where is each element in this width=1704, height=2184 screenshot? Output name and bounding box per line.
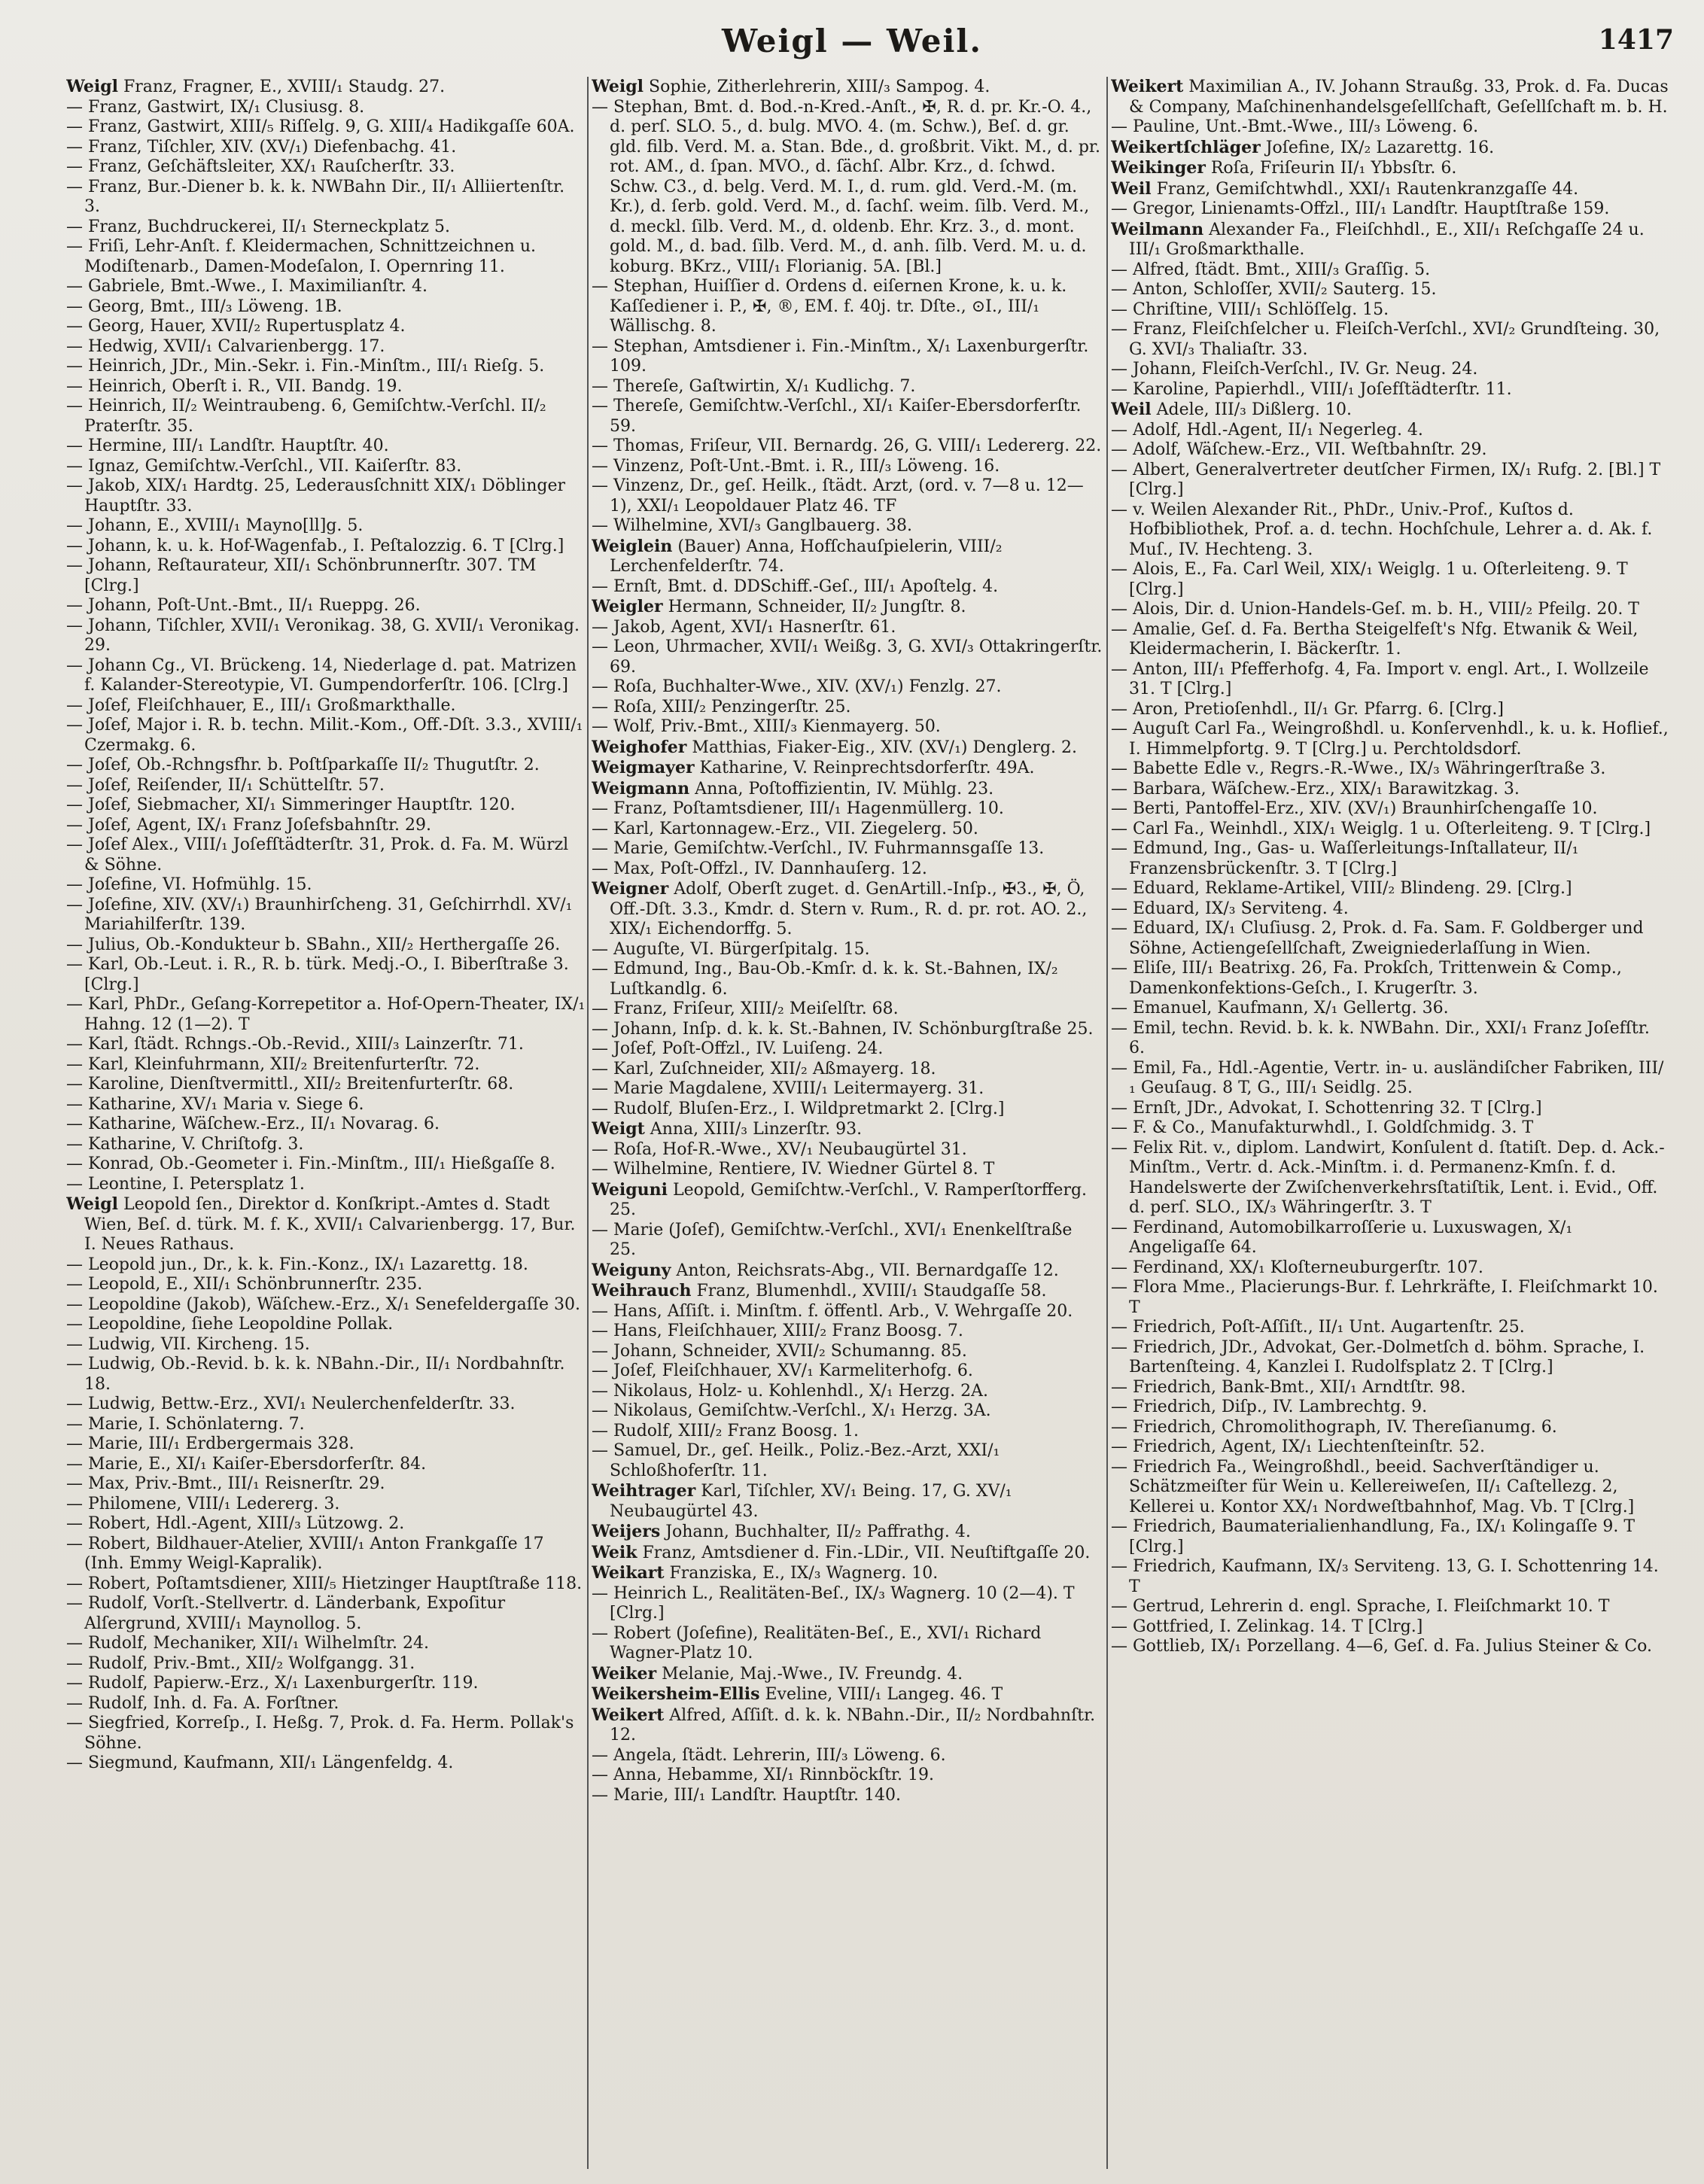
directory-entry: — Ferdinand, XX/₁ Kloſterneuburgerſtr. 107. xyxy=(1111,1258,1483,1277)
directory-entry: — Roſa, XIII/₂ Penzingerſtr. 25. xyxy=(592,697,851,716)
directory-entry: — Karl, Kartonnagew.-Erz., VII. Ziegelerg. 50. xyxy=(592,819,978,838)
directory-entry: — Siegfried, Korreſp., I. Heßg. 7, Prok. d. Fa. Herm. Pollak's Söhne. xyxy=(66,1714,574,1753)
page-number: 1417 xyxy=(1598,24,1674,56)
directory-entry: — Chriſtine, VIII/₁ Schlöſſelg. 15. xyxy=(1111,300,1389,319)
directory-entry: Weijers Johann, Buchhalter, II/₂ Paffrathg. 4. xyxy=(592,1522,971,1541)
directory-entry: — Joſef, Fleiſchhauer, XV/₁ Karmeliterhofg. 6. xyxy=(592,1361,973,1380)
directory-entry: — Georg, Hauer, XVII/₂ Rupertusplatz 4. xyxy=(66,317,406,336)
directory-entry: — Robert, Hdl.-Agent, XIII/₃ Lützowg. 2. xyxy=(66,1514,405,1533)
directory-entry: — Gabriele, Bmt.-Wwe., I. Maximilianſtr. 4. xyxy=(66,277,428,296)
directory-entry: — Anton, III/₁ Pfefferhofg. 4, Fa. Import v. engl. Art., I. Wollzeile 31. T [Clrg.] xyxy=(1111,659,1649,698)
directory-entry: — Friedrich, Chromolithograph, IV. Thereſianumg. 6. xyxy=(1111,1417,1557,1437)
page-header xyxy=(0,17,1704,69)
directory-entry: — Karoline, Papierhdl., VIII/₁ Joſefſtädterſtr. 11. xyxy=(1111,379,1512,399)
directory-entry: — Marie, III/₁ Landſtr. Hauptſtr. 140. xyxy=(592,1785,901,1805)
directory-entry: — Emanuel, Kaufmann, X/₁ Gellertg. 36. xyxy=(1111,999,1449,1017)
directory-entry: Weighofer Matthias, Fiaker-Eig., XIV. (XV/₁) Denglerg. 2. xyxy=(592,737,1078,757)
directory-entry: — Johann, Inſp. d. k. k. St.-Bahnen, IV. Schönburgſtraße 25. xyxy=(592,1019,1094,1039)
directory-entry: — Rudolf, Priv.-Bmt., XII/₂ Wolfgangg. 31. xyxy=(66,1653,415,1673)
directory-entry: — Angela, ſtädt. Lehrerin, III/₃ Löweng. 6. xyxy=(592,1745,946,1765)
directory-entry: — Robert (Joſefine), Realitäten-Beſ., E., XVI/₁ Richard Wagner-Platz 10. xyxy=(592,1623,1042,1662)
directory-entry: — Leopoldine, ſiehe Leopoldine Pollak. xyxy=(66,1315,394,1334)
directory-entry: — Karoline, Dienſtvermittl., XII/₂ Breitenfurterſtr. 68. xyxy=(66,1075,514,1094)
directory-entry: — Joſef, Reiſender, II/₁ Schüttelſtr. 57. xyxy=(66,775,385,795)
directory-entry: — Heinrich, JDr., Min.-Sekr. i. Fin.-Minſtm., III/₁ Rieſg. 5. xyxy=(66,357,545,376)
directory-entry: — Stephan, Amtsdiener i. Fin.-Minſtm., X/₁ Laxenburgerſtr. 109. xyxy=(592,336,1089,376)
directory-entry: Weigler Hermann, Schneider, II/₂ Jungſtr. 8. xyxy=(592,597,966,616)
directory-entry: — Hans, Aſſiſt. i. Minſtm. f. öffentl. Arb., V. Wehrgaſſe 20. xyxy=(592,1301,1073,1321)
directory-entry: — Friedrich, Bank-Bmt., XII/₁ Arndtſtr. 98. xyxy=(1111,1377,1466,1397)
directory-entry: — Stephan, Bmt. d. Bod.-n-Kred.-Anſt., ✠, R. d. pr. Kr.-O. 4., d. perſ. SLO. 5., d. bulg. MVO. 4. (m. Schw.), Beſ. d. gr. gld. filb. Verd. M. a. Stan. Bde., d. großbrit. Vikt. M., d. pr. rot. AM., d. ſpan. MVO., d. ſächſ. Albr. Krz., d. ſchwd. Schw. C3., d. belg. Verd. M. I., d. rum. gld. Verd.-M. (m. Kr.), d. ſerb. gold. Verd. M., d. ſachſ. weim. ſilb. Verd. M., d. meckl. ſilb. Verd. M., d. oldenb. Ehr. Krz. 3., d. mont. gold. M., d. bad. ſilb. Verd. M., d. anh. ſilb. Verd. M. u. d. koburg. BKrz., VIII/₁ Florianig. 5A. [Bl.] xyxy=(592,97,1101,276)
directory-entry: — Rudolf, Inh. d. Fa. A. Forſtner. xyxy=(66,1693,339,1713)
directory-entry: — Heinrich, Oberſt i. R., VII. Bandg. 19. xyxy=(66,376,403,396)
directory-entry: — Emil, techn. Revid. b. k. k. NWBahn. Dir., XXI/₁ Franz Joſefſtr. 6. xyxy=(1111,1018,1650,1057)
directory-entry: — Wolf, Priv.-Bmt., XIII/₃ Kienmayerg. 50. xyxy=(592,717,941,736)
directory-entry: Weiguni Leopold, Gemiſchtw.-Verſchl., V. Ramperſtorfferg. 25. xyxy=(592,1179,1088,1219)
directory-entry: — Ferdinand, Automobilkarroſſerie u. Luxuswagen, X/₁ Angeligaſſe 64. xyxy=(1111,1218,1573,1257)
directory-entry: — Eduard, IX/₃ Serviteng. 4. xyxy=(1111,899,1349,918)
directory-entry: — Nikolaus, Gemiſchtw.-Verſchl., X/₁ Herzg. 3A. xyxy=(592,1401,991,1420)
directory-entry: — Ludwig, Bettw.-Erz., XVI/₁ Neulerchenfelderſtr. 33. xyxy=(66,1395,516,1413)
directory-entry: — Alfred, ſtädt. Bmt., XIII/₃ Graſſig. 5. xyxy=(1111,260,1431,279)
directory-entry: — Friedrich, Kaufmann, IX/₃ Serviteng. 13, G. I. Schottenring 14. T xyxy=(1111,1557,1659,1596)
column-divider xyxy=(587,77,589,2169)
directory-entry: — Georg, Bmt., III/₃ Löweng. 1B. xyxy=(66,297,342,316)
directory-entry: — Katharine, XV/₁ Maria v. Siege 6. xyxy=(66,1094,364,1114)
directory-entry: — Rudolf, Papierw.-Erz., X/₁ Laxenburgerſtr. 119. xyxy=(66,1674,479,1693)
directory-entry: — Philomene, VIII/₁ Ledererg. 3. xyxy=(66,1494,340,1513)
directory-entry: — Leopold, E., XII/₁ Schönbrunnerſtr. 235. xyxy=(66,1275,423,1294)
directory-entry: — Jakob, Agent, XVI/₁ Hasnerſtr. 61. xyxy=(592,617,896,637)
directory-entry: Weikertſchläger Joſefine, IX/₂ Lazarettg. 16. xyxy=(1111,137,1495,157)
directory-entry: — Leontine, I. Petersplatz 1. xyxy=(66,1174,305,1194)
directory-entry: — Johann, Tiſchler, XVII/₁ Veronikag. 38, G. XVII/₁ Veronikag. 29. xyxy=(66,616,580,655)
directory-entry: — F. & Co., Manufakturwhdl., I. Goldſchmidg. 3. T xyxy=(1111,1118,1534,1137)
directory-entry: Weiglein (Bauer) Anna, Hofſchauſpielerin, VIII/₂ Lerchenfelderſtr. 74. xyxy=(592,536,1003,576)
column-2 xyxy=(592,77,1103,2176)
directory-entry: — Berti, Pantoffel-Erz., XIV. (XV/₁) Braunhirſchengaſſe 10. xyxy=(1111,799,1598,818)
directory-entry: — Amalie, Geſ. d. Fa. Bertha Steigelfeſt's Nfg. Etwanik & Weil, Kleidermacherin, I. Bäckerſtr. 1. xyxy=(1111,619,1639,659)
directory-entry: — Barbara, Wäſchew.-Erz., XIX/₁ Barawitzkag. 3. xyxy=(1111,779,1520,798)
directory-entry: — Rudolf, XIII/₂ Franz Boosg. 1. xyxy=(592,1421,860,1440)
directory-entry: — Adolf, Hdl.-Agent, II/₁ Negerleg. 4. xyxy=(1111,420,1423,440)
directory-entry: — Emil, Fa., Hdl.-Agentie, Vertr. in- u. ausländiſcher Fabriken, III/₁ Geuſaug. 8 T, G., III/₁ Seidlg. 25. xyxy=(1111,1058,1664,1097)
directory-entry: — Gottlieb, IX/₁ Porzellang. 4—6, Geſ. d. Fa. Julius Steiner & Co. xyxy=(1111,1637,1653,1656)
directory-entry: — Julius, Ob.-Kondukteur b. SBahn., XII/₂ Herthergaſſe 26. xyxy=(66,935,561,954)
directory-entry: Weigl Sophie, Zitherlehrerin, XIII/₃ Sampog. 4. xyxy=(592,77,990,96)
directory-entry: — Ludwig, VII. Kircheng. 15. xyxy=(66,1334,310,1354)
directory-entry: — Rudolf, Bluſen-Erz., I. Wildpretmarkt 2. [Clrg.] xyxy=(592,1099,1005,1118)
directory-entry: — Aron, Pretioſenhdl., II/₁ Gr. Pfarrg. 6. [Clrg.] xyxy=(1111,699,1504,719)
directory-entry: Weigl Franz, Fragner, E., XVIII/₁ Staudg. 27. xyxy=(66,77,446,96)
directory-entry: — Jakob, XIX/₁ Hardtg. 25, Lederausſchnitt XIX/₁ Döblinger Hauptſtr. 33. xyxy=(66,476,566,516)
directory-entry: — Marie, Gemiſchtw.-Verſchl., IV. Fuhrmannsgaſſe 13. xyxy=(592,839,1045,858)
directory-entry: — Franz, Gastwirt, IX/₁ Clusiusg. 8. xyxy=(66,97,365,117)
directory-entry: — Rudolf, Mechaniker, XII/₁ Wilhelmſtr. 24. xyxy=(66,1634,429,1653)
directory-entry: — Joſefine, XIV. (XV/₁) Braunhirſcheng. 31, Geſchirrhdl. XV/₁ Mariahilferſtr. 139. xyxy=(66,895,573,934)
directory-entry: — Marie (Joſef), Gemiſchtw.-Verſchl., XVI/₁ Enenkelſtraße 25. xyxy=(592,1220,1073,1259)
directory-entry: — Franz, Gastwirt, XIII/₅ Riſſelg. 9, G. XIII/₄ Hadikgaſſe 60A. xyxy=(66,117,575,136)
directory-entry: — Karl, Zuſchneider, XII/₂ Aßmayerg. 18. xyxy=(592,1059,936,1078)
directory-entry: — Johann, E., XVIII/₁ Mayno[ll]g. 5. xyxy=(66,516,364,535)
directory-entry: — Leon, Uhrmacher, XVII/₁ Weißg. 3, G. XVI/₃ Ottakringerſtr. 69. xyxy=(592,637,1103,677)
directory-entry: Weikert Alfred, Aſſiſt. d. k. k. NBahn.-Dir., II/₂ Nordbahnſtr. 12. xyxy=(592,1705,1096,1744)
directory-entry: — Friedrich, Baumaterialienhandlung, Fa., IX/₁ Kolingaſſe 9. T [Clrg.] xyxy=(1111,1517,1636,1556)
directory-entry: — Thomas, Friſeur, VII. Bernardg. 26, G. VIII/₁ Ledererg. 22. xyxy=(592,436,1102,455)
directory-entry: — Max, Priv.-Bmt., III/₁ Reisnerſtr. 29. xyxy=(66,1474,385,1493)
directory-entry: Weilmann Alexander Fa., Fleiſchhdl., E., XII/₁ Reſchgaſſe 24 u. III/₁ Großmarkthalle. xyxy=(1111,219,1645,259)
directory-entry: — Joſef, Poſt-Offzl., IV. Luiſeng. 24. xyxy=(592,1039,884,1058)
directory-entry: Weihrauch Franz, Blumenhdl., XVIII/₁ Staudgaſſe 58. xyxy=(592,1281,1047,1300)
directory-entry: Weik Franz, Amtsdiener d. Fin.-LDir., VII. Neuſtiftgaſſe 20. xyxy=(592,1542,1091,1562)
directory-entry: — Leopold jun., Dr., k. k. Fin.-Konz., IX/₁ Lazarettg. 18. xyxy=(66,1255,528,1274)
directory-entry: — Vinzenz, Poſt-Unt.-Bmt. i. R., III/₃ Löweng. 16. xyxy=(592,456,1000,476)
directory-entry: — Thereſe, Gemiſchtw.-Verſchl., XI/₁ Kaiſer-Ebersdorferſtr. 59. xyxy=(592,397,1082,436)
directory-entry: — Johann, Reſtaurateur, XII/₁ Schönbrunnerſtr. 307. TM [Clrg.] xyxy=(66,556,537,595)
directory-entry: — Eduard, Reklame-Artikel, VIII/₂ Blindeng. 29. [Clrg.] xyxy=(1111,879,1572,898)
directory-entry: — Heinrich L., Realitäten-Beſ., IX/₃ Wagnerg. 10 (2—4). T [Clrg.] xyxy=(592,1583,1075,1623)
directory-entry: — Ernſt, Bmt. d. DDSchiff.-Geſ., III/₁ Apoſtelg. 4. xyxy=(592,576,999,596)
directory-entry: — Thereſe, Gaſtwirtin, X/₁ Kudlichg. 7. xyxy=(592,376,916,396)
directory-entry: — Edmund, Ing., Gas- u. Waſſerleitungs-Inſtallateur, II/₁ Franzensbrückenſtr. 3. T [Clrg.] xyxy=(1111,839,1579,878)
directory-entry: — Hedwig, XVII/₁ Calvarienbergg. 17. xyxy=(66,336,385,356)
directory-entry: Weigner Adolf, Oberſt zuget. d. GenArtill.-Inſp., ✠3., ✠, Ö, Off.-Dſt. 3.3., Kmdr. d. Stern v. Rum., R. d. pr. rot. AO. 2., XIX/₁ Eichendorffg. 5. xyxy=(592,879,1088,938)
directory-entry: Weiguny Anton, Reichsrats-Abg., VII. Bernardgaſſe 12. xyxy=(592,1260,1059,1280)
directory-entry: — Marie Magdalene, XVIII/₁ Leitermayerg. 31. xyxy=(592,1079,984,1098)
directory-entry: — Anna, Hebamme, XI/₁ Rinnböckſtr. 19. xyxy=(592,1766,935,1784)
directory-entry: — Joſef, Siebmacher, XI/₁ Simmeringer Hauptſtr. 120. xyxy=(66,795,516,814)
directory-entry: — Alois, Dir. d. Union-Handels-Geſ. m. b. H., VIII/₂ Pfeilg. 20. T xyxy=(1111,600,1639,619)
directory-entry: — Konrad, Ob.-Geometer i. Fin.-Minſtm., III/₁ Hießgaſſe 8. xyxy=(66,1154,555,1173)
column-1 xyxy=(66,77,586,2176)
directory-entry: — Nikolaus, Holz- u. Kohlenhdl., X/₁ Herzg. 2A. xyxy=(592,1381,988,1401)
directory-entry: Weil Adele, III/₃ Dißlerg. 10. xyxy=(1111,400,1352,419)
directory-entry: — Robert, Bildhauer-Atelier, XVIII/₁ Anton Frankgaſſe 17 (Inh. Emmy Weigl-Kapralik). xyxy=(66,1534,544,1573)
directory-entry: Weikersheim-Ellis Eveline, VIII/₁ Langeg. 46. T xyxy=(592,1684,1003,1704)
directory-entry: — Felix Rit. v., diplom. Landwirt, Konſulent d. ſtatiſt. Dep. d. Ack.-Minſtm., Vertr. d. Ack.-Minſtm. i. d. Permanenz-Kmſn. f. d. Handelswerte der Zwiſchenverkehrsſtatiſtik, Lent. i. Evid., Off. d. perſ. SLO., IX/₃ Währingerſtr. 3. T xyxy=(1111,1138,1665,1217)
directory-entry: Weigmann Anna, Poſtoffizientin, IV. Mühlg. 23. xyxy=(592,778,994,798)
directory-entry: — Friedrich, Poſt-Aſſiſt., II/₁ Unt. Augartenſtr. 25. xyxy=(1111,1318,1525,1337)
directory-entry: — Friedrich, JDr., Advokat, Ger.-Dolmetſch d. böhm. Sprache, I. Bartenſteing. 4, Kanzlei I. Rudolfsplatz 2. T [Clrg.] xyxy=(1111,1337,1645,1376)
directory-entry: — Karl, Kleinfuhrmann, XII/₂ Breitenfurterſtr. 72. xyxy=(66,1054,480,1074)
directory-entry: — Ernſt, JDr., Advokat, I. Schottenring 32. T [Clrg.] xyxy=(1111,1098,1542,1118)
column-divider xyxy=(1106,77,1108,2169)
directory-entry: — Stephan, Huiſſier d. Ordens d. eiſernen Krone, k. u. k. Kaſſediener i. P., ✠, ®, EM. f. 40j. tr. Dſte., ⊙I., III/₁ Wällischg. 8. xyxy=(592,277,1067,336)
directory-entry: — Albert, Generalvertreter deutſcher Firmen, IX/₁ Rufg. 2. [Bl.] T [Clrg.] xyxy=(1111,460,1661,499)
directory-entry: — Eliſe, III/₁ Beatrixg. 26, Fa. Prokſch, Trittenwein & Comp., Damenkonfektions-Geſch., I. Krugerſtr. 3. xyxy=(1111,959,1622,998)
column-3 xyxy=(1111,77,1669,2176)
directory-entry: — Rudolf, Vorſt.-Stellvertr. d. Länderbank, Expoſitur Alſergrund, XVIII/₁ Maynollog. 5. xyxy=(66,1594,506,1633)
directory-entry: — Pauline, Unt.-Bmt.-Wwe., III/₃ Löweng. 6. xyxy=(1111,117,1479,136)
directory-entry: Weikert Maximilian A., IV. Johann Straußg. 33, Prok. d. Fa. Ducas & Company, Maſchinenhandelsgeſellſchaft, Geſellſchaft m. b. H. xyxy=(1111,77,1669,117)
directory-entry: — Babette Edle v., Regrs.-R.-Wwe., IX/₃ Währingerſtraße 3. xyxy=(1111,759,1606,778)
directory-entry: — Auguſte, VI. Bürgerſpitalg. 15. xyxy=(592,939,870,959)
directory-entry: — Gregor, Linienamts-Offzl., III/₁ Landſtr. Hauptſtraße 159. xyxy=(1111,199,1610,218)
directory-entry: Weihtrager Karl, Tiſchler, XV/₁ Being. 17, G. XV/₁ Neubaugürtel 43. xyxy=(592,1481,1012,1521)
directory-entry: — Karl, Ob.-Leut. i. R., R. b. türk. Medj.-O., I. Biberſtraße 3. [Clrg.] xyxy=(66,955,569,994)
directory-entry: — Franz, Tiſchler, XIV. (XV/₁) Diefenbachg. 41. xyxy=(66,137,457,157)
directory-entry: — Franz, Friſeur, XIII/₂ Meiſelſtr. 68. xyxy=(592,999,899,1018)
directory-entry: — Friedrich Fa., Weingroßhdl., beeid. Sachverſtändiger u. Schätzmeiſter für Wein u. Kellereiweſen, II/₁ Caſtellezg. 2, Kellerei u. Kontor XX/₁ Nordweſtbahnhof, Mag. Vb. T [Clrg.] xyxy=(1111,1457,1635,1516)
directory-entry: — Joſef, Fleiſchhauer, E., III/₁ Großmarkthalle. xyxy=(66,695,456,715)
directory-entry: — Johann Cg., VI. Brückeng. 14, Niederlage d. pat. Matrizen f. Kalander-Stereotypie, VI. Gumpendorferſtr. 106. [Clrg.] xyxy=(66,656,577,695)
directory-entry: — Friſi, Lehr-Anſt. f. Kleidermachen, Schnittzeichnen u. Modiſtenarb., Damen-Modeſalon, I. Opernring 11. xyxy=(66,237,536,276)
directory-entry: — Johann, k. u. k. Hof-Wagenfab., I. Peſtalozzig. 6. T [Clrg.] xyxy=(66,536,564,555)
directory-entry: — Franz, Buchdruckerei, II/₁ Sterneckplatz 5. xyxy=(66,217,451,236)
directory-entry: Weigl Leopold ſen., Direktor d. Konſkript.-Amtes d. Stadt Wien, Beſ. d. türk. M. f. K., XVII/₁ Calvarienbergg. 17, Bur. I. Neues Rathaus. xyxy=(66,1194,576,1254)
directory-entry: — Max, Poſt-Offzl., IV. Dannhauſerg. 12. xyxy=(592,859,927,878)
directory-entry: — Joſefine, VI. Hofmühlg. 15. xyxy=(66,875,312,894)
directory-entry: — Samuel, Dr., geſ. Heilk., Poliz.-Bez.-Arzt, XXI/₁ Schloßhoferſtr. 11. xyxy=(592,1441,1000,1480)
directory-entry: Weigmayer Katharine, V. Reinprechtsdorferſtr. 49A. xyxy=(592,758,1035,777)
directory-entry: — Friedrich, Diſp., IV. Lambrechtg. 9. xyxy=(1111,1398,1428,1416)
directory-entry: — Johann, Schneider, XVII/₂ Schumanng. 85. xyxy=(592,1341,967,1361)
directory-entry: — Wilhelmine, XVI/₃ Ganglbauerg. 38. xyxy=(592,516,912,535)
directory-entry: — v. Weilen Alexander Rit., PhDr., Univ.-Prof., Kuſtos d. Hofbibliothek, Prof. a. d. techn. Hochſchule, Lehrer a. d. Ak. f. Muſ., IV. Hechteng. 3. xyxy=(1111,500,1653,559)
directory-entry: — Edmund, Ing., Bau-Ob.-Kmſr. d. k. k. St.-Bahnen, IX/₂ Luſtkandlg. 6. xyxy=(592,960,1058,999)
directory-entry: — Karl, PhDr., Geſang-Korrepetitor a. Hof-Opern-Theater, IX/₁ Hahng. 12 (1—2). T xyxy=(66,995,586,1034)
directory-entry: — Anton, Schloſſer, XVII/₂ Sauterg. 15. xyxy=(1111,280,1437,299)
directory-entry: — Flora Mme., Placierungs-Bur. f. Lehrkräfte, I. Fleiſchmarkt 10. T xyxy=(1111,1278,1658,1317)
directory-entry: — Franz, Geſchäftsleiter, XX/₁ Rauſcherſtr. 33. xyxy=(66,157,455,176)
directory-entry: — Vinzenz, Dr., geſ. Heilk., ſtädt. Arzt, (ord. v. 7—8 u. 12—1), XXI/₁ Leopoldauer Platz 46. TF xyxy=(592,476,1084,516)
directory-entry: — Joſef, Ob.-Rchngsfhr. b. Poſtſparkaſſe II/₂ Thugutſtr. 2. xyxy=(66,756,540,774)
directory-entry: — Joſef Alex., VIII/₁ Joſefſtädterſtr. 31, Prok. d. Fa. M. Würzl & Söhne. xyxy=(66,835,569,875)
directory-entry: Weiker Melanie, Maj.-Wwe., IV. Freundg. 4. xyxy=(592,1663,963,1684)
directory-entry: — Katharine, Wäſchew.-Erz., II/₁ Novarag. 6. xyxy=(66,1115,440,1133)
directory-entry: — Auguſt Carl Fa., Weingroßhdl. u. Konſervenhdl., k. u. k. Hoflief., I. Himmelpfortg. 9. T [Clrg.] u. Perchtoldsdorf. xyxy=(1111,719,1669,759)
directory-entry: Weikinger Roſa, Friſeurin II/₁ Ybbsſtr. 6. xyxy=(1111,158,1457,178)
page-title: Weigl — Weil. xyxy=(722,23,982,59)
directory-entry: — Eduard, IX/₁ Cluſiusg. 2, Prok. d. Fa. Sam. F. Goldberger und Söhne, Actiengeſellſchaft, Zweigniederlaſſung in Wien. xyxy=(1111,919,1644,958)
directory-entry: — Gottfried, I. Zelinkag. 14. T [Clrg.] xyxy=(1111,1617,1423,1636)
directory-entry: — Hans, Fleiſchhauer, XIII/₂ Franz Boosg. 7. xyxy=(592,1322,963,1340)
directory-entry: — Ignaz, Gemiſchtw.-Verſchl., VII. Kaiſerſtr. 83. xyxy=(66,456,462,476)
directory-entry: — Franz, Bur.-Diener b. k. k. NWBahn Dir., II/₁ Alliiertenſtr. 3. xyxy=(66,177,565,216)
directory-entry: — Robert, Poſtamtsdiener, XIII/₅ Hietzinger Hauptſtraße 118. xyxy=(66,1574,583,1593)
directory-entry: — Roſa, Hof-R.-Wwe., XV/₁ Neubaugürtel 31. xyxy=(592,1139,967,1159)
directory-entry: — Joſef, Agent, IX/₁ Franz Joſefsbahnſtr. 29. xyxy=(66,815,432,835)
directory-entry: — Adolf, Wäſchew.-Erz., VII. Weſtbahnſtr. 29. xyxy=(1111,440,1487,459)
directory-entry: — Heinrich, II/₂ Weintraubeng. 6, Gemiſchtw.-Verſchl. II/₂ Praterſtr. 35. xyxy=(66,397,546,436)
directory-entry: — Gertrud, Lehrerin d. engl. Sprache, I. Fleiſchmarkt 10. T xyxy=(1111,1597,1610,1616)
directory-entry: — Friedrich, Agent, IX/₁ Liechtenſteinſtr. 52. xyxy=(1111,1437,1485,1456)
directory-entry: — Marie, I. Schönlaterng. 7. xyxy=(66,1414,305,1434)
directory-entry: Weil Franz, Gemiſchtwhdl., XXI/₁ Rautenkranzgaſſe 44. xyxy=(1111,178,1579,199)
directory-entry: Weikart Franziska, E., IX/₃ Wagnerg. 10. xyxy=(592,1563,939,1583)
directory-entry: Weigt Anna, XIII/₃ Linzerſtr. 93. xyxy=(592,1119,863,1139)
directory-entry: — Karl, ſtädt. Rchngs.-Ob.-Revid., XIII/₃ Lainzerſtr. 71. xyxy=(66,1035,524,1054)
directory-entry: — Joſef, Major i. R. b. techn. Milit.-Kom., Off.-Dſt. 3.3., XVIII/₁ Czermakg. 6. xyxy=(66,716,583,755)
directory-entry: — Hermine, III/₁ Landſtr. Hauptſtr. 40. xyxy=(66,436,389,455)
directory-entry: — Alois, E., Fa. Carl Weil, XIX/₁ Weiglg. 1 u. Oſterleiteng. 9. T [Clrg.] xyxy=(1111,560,1628,599)
directory-entry: — Franz, Fleiſchſelcher u. Fleiſch-Verſchl., XVI/₂ Grundſteing. 30, G. XVI/₃ Thaliaſtr. 33. xyxy=(1111,320,1660,359)
directory-entry: — Marie, III/₁ Erdbergermais 328. xyxy=(66,1434,354,1453)
directory-entry: — Roſa, Buchhalter-Wwe., XIV. (XV/₁) Fenzlg. 27. xyxy=(592,677,1002,696)
directory-entry: — Johann, Fleiſch-Verſchl., IV. Gr. Neug. 24. xyxy=(1111,360,1478,379)
directory-entry: — Marie, E., XI/₁ Kaiſer-Ebersdorferſtr. 84. xyxy=(66,1454,427,1474)
directory-entry: — Johann, Poſt-Unt.-Bmt., II/₁ Rueppg. 26. xyxy=(66,596,421,615)
directory-entry: — Franz, Poſtamtsdiener, III/₁ Hagenmüllerg. 10. xyxy=(592,799,1004,818)
directory-entry: — Katharine, V. Chriſtofg. 3. xyxy=(66,1134,304,1154)
directory-entry: — Ludwig, Ob.-Revid. b. k. k. NBahn.-Dir., II/₁ Nordbahnſtr. 18. xyxy=(66,1355,565,1394)
directory-entry: — Siegmund, Kaufmann, XII/₁ Längenfeldg. 4. xyxy=(66,1754,454,1772)
directory-entry: — Wilhelmine, Rentiere, IV. Wiedner Gürtel 8. T xyxy=(592,1160,995,1179)
directory-entry: — Leopoldine (Jakob), Wäſchew.-Erz., X/₁ Senefeldergaſſe 30. xyxy=(66,1294,581,1314)
directory-entry: — Carl Fa., Weinhdl., XIX/₁ Weiglg. 1 u. Oſterleiteng. 9. T [Clrg.] xyxy=(1111,819,1651,838)
